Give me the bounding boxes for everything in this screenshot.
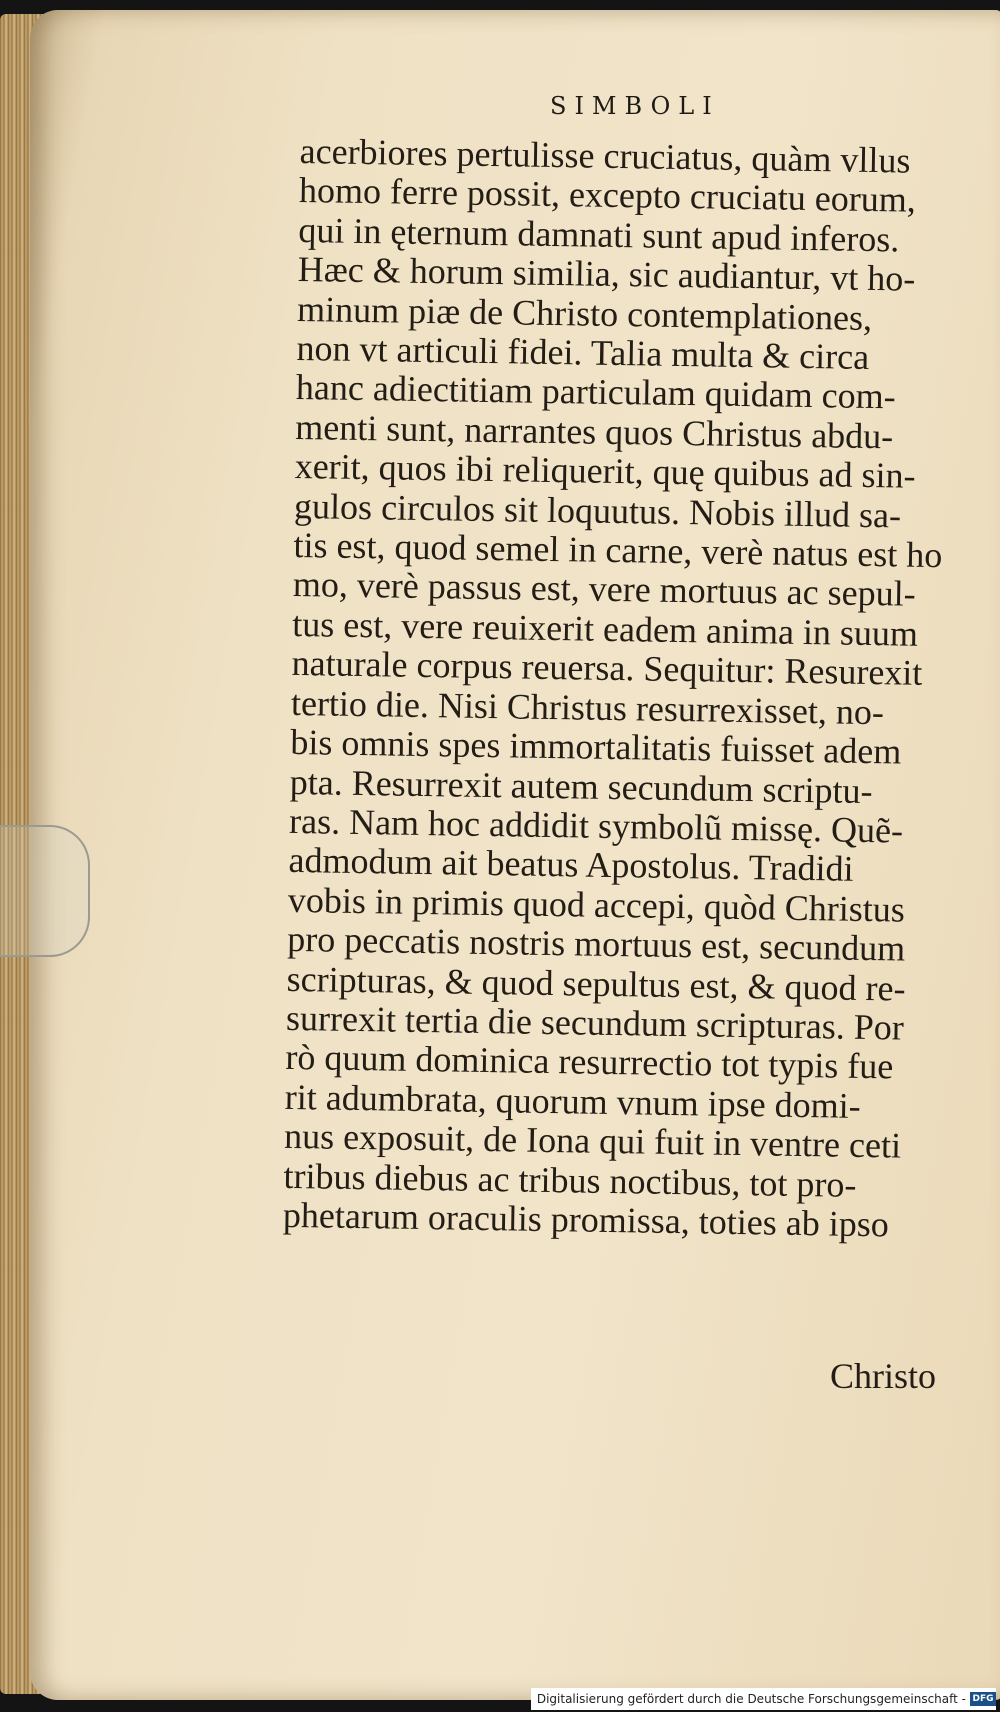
credit-text: Digitalisierung gefördert durch die Deutsche Forschungsgemeinschaft - <box>536 1692 966 1706</box>
text-line: gulos circulos sit loquutus. Nobis illud sa- <box>293 485 902 536</box>
text-line: acerbiores pertulisse cruciatus, quàm vllus <box>299 131 911 181</box>
text-line: rit adumbrata, quorum vnum ipse domi- <box>284 1076 861 1126</box>
text-line: admodum ait beatus Apostolus. Tradidi <box>288 840 854 890</box>
text-line: phetarum oraculis promissa, toties ab ipso <box>282 1194 890 1245</box>
text-line: menti sunt, narrantes quos Christus abdu- <box>295 406 894 457</box>
text-line: minum piæ de Christo contemplationes, <box>296 288 873 338</box>
text-line: surrexit tertia die secundum scripturas. Por <box>285 997 905 1048</box>
dfg-logo-icon: DFG <box>970 1692 996 1706</box>
text-line: mo, verè passus est, vere mortuus ac sepul- <box>292 564 916 615</box>
text-line: tus est, vere reuixerit eadem anima in suum <box>291 603 919 654</box>
text-line: tribus diebus ac tribus noctibus, tot pro- <box>283 1155 857 1205</box>
text-line: ras. Nam hoc addidit symbolũ missę. Quẽ- <box>288 800 904 851</box>
text-line: xerit, quos ibi reliquerit, quę quibus ad sin- <box>294 446 916 496</box>
text-line: homo ferre possit, excepto cruciatu eorum, <box>298 170 917 221</box>
text-line: nus exposuit, de Iona qui fuit in ventre ceti <box>283 1116 902 1166</box>
body-text <box>283 132 990 1246</box>
running-head: SIMBOLI <box>550 92 720 120</box>
text-line: rò quum dominica resurrectio tot typis fue <box>285 1037 894 1087</box>
text-line: scripturas, & quod sepultus est, & quod re- <box>286 958 906 1009</box>
text-line: hanc adiectitiam particulam quidam com- <box>295 367 896 417</box>
text-line: qui in ęternum damnati sunt apud inferos. <box>298 209 900 260</box>
text-line: bis omnis spes immortalitatis fuisset adem <box>290 722 902 772</box>
text-line: pta. Resurrexit autem secundum scriptu- <box>289 761 873 811</box>
text-line: non vt articuli fidei. Talia multa & circa <box>296 328 870 377</box>
text-line: tis est, quod semel in carne, verè natus est ho <box>293 525 943 576</box>
text-line: naturale corpus reuersa. Sequitur: Resurexit <box>291 643 923 694</box>
page-clip <box>0 825 90 957</box>
text-line: tertio die. Nisi Christus resurrexisset, no- <box>290 682 885 732</box>
digitization-credit <box>531 1688 996 1710</box>
text-line: vobis in primis quod accepi, quòd Christus <box>287 879 906 930</box>
catchword: Christo <box>830 1356 937 1396</box>
text-line: pro peccatis nostris mortuus est, secundum <box>287 919 906 969</box>
text-line: Hæc & horum similia, sic audiantur, vt ho- <box>297 249 916 299</box>
